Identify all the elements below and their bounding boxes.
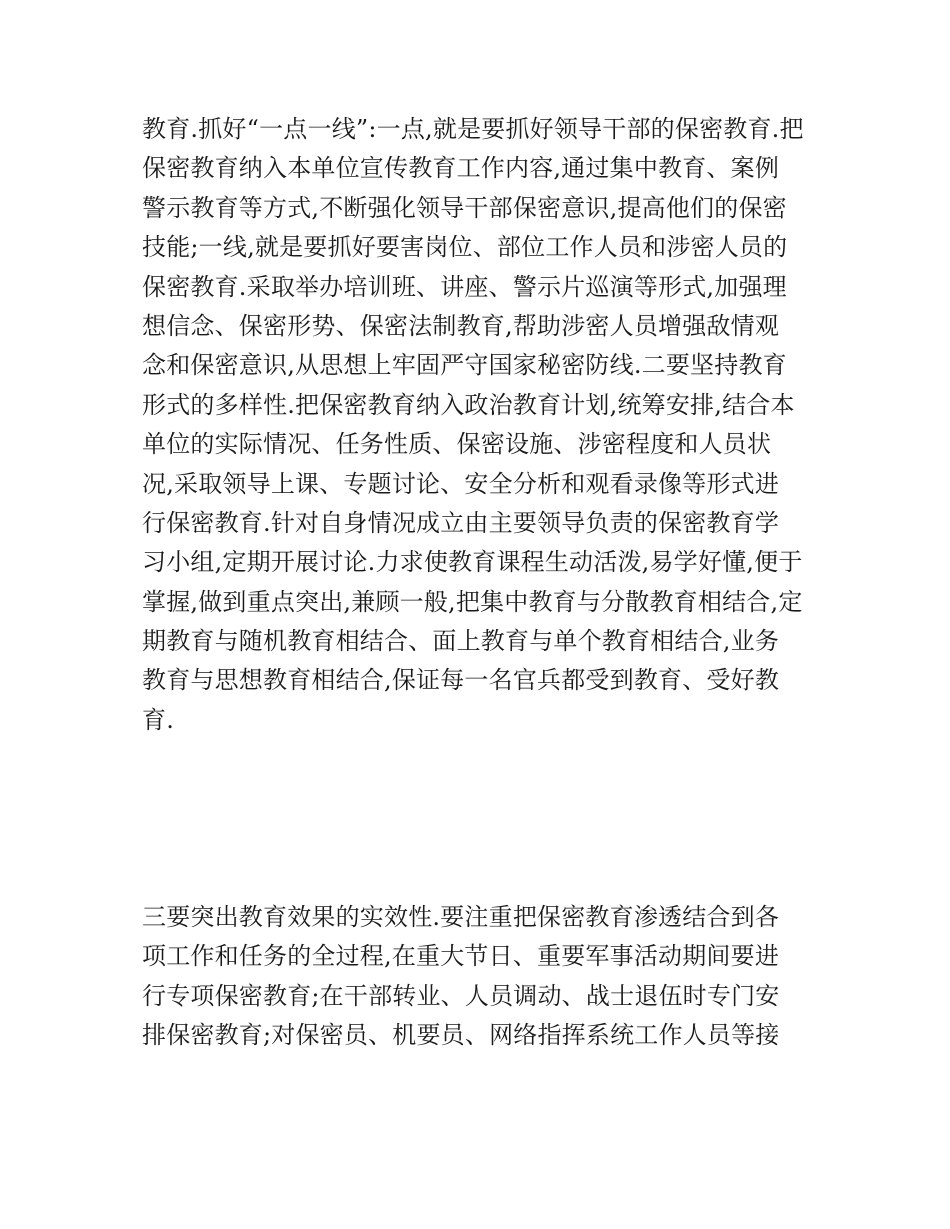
- text-line: 期教育与随机教育相结合、面上教育与单个教育相结合,业务: [142, 627, 780, 656]
- text-line: 行保密教育.针对自身情况成立由主要领导负责的保密教育学: [142, 508, 780, 537]
- text-line: 教育与思想教育相结合,保证每一名官兵都受到教育、受好教: [142, 666, 780, 695]
- text-line: 保密教育.采取举办培训班、讲座、警示片巡演等形式,加强理: [142, 272, 787, 301]
- text-line: 三要突出教育效果的实效性.要注重把保密教育渗透结合到各: [142, 903, 780, 931]
- text-line: 形式的多样性.把保密教育纳入政治教育计划,统筹安排,结合本: [142, 390, 795, 419]
- text-line: 育.: [142, 705, 175, 734]
- paragraph-education-effectiveness: [142, 898, 822, 1056]
- text-line: 项工作和任务的全过程,在重大节日、重要军事活动期间要进: [142, 942, 780, 971]
- text-line: 技能;一线,就是要抓好要害岗位、部位工作人员和涉密人员的: [142, 233, 788, 262]
- text-line: 念和保密意识,从思想上牢固严守国家秘密防线.二要坚持教育: [142, 351, 787, 380]
- text-line: 排保密教育;对保密员、机要员、网络指挥系统工作人员等接: [142, 1021, 780, 1050]
- text-line: 况,采取领导上课、专题讨论、安全分析和观看录像等形式进: [142, 469, 780, 498]
- text-line: 警示教育等方式,不断强化领导干部保密意识,提高他们的保密: [142, 193, 787, 222]
- paragraph-education-methods: [142, 110, 822, 740]
- text-line: 行专项保密教育;在干部转业、人员调动、战士退伍时专门安: [142, 981, 780, 1010]
- text-line: 想信念、保密形势、保密法制教育,帮助涉密人员增强敌情观: [142, 311, 780, 340]
- text-line: 习小组,定期开展讨论.力求使教育课程生动活泼,易学好懂,便于: [142, 548, 803, 577]
- text-line: 保密教育纳入本单位宣传教育工作内容,通过集中教育、案例: [142, 154, 780, 183]
- text-line: 掌握,做到重点突出,兼顾一般,把集中教育与分散教育相结合,定: [142, 587, 803, 616]
- text-line: 教育.抓好“一点一线”:一点,就是要抓好领导干部的保密教育.把: [142, 115, 804, 143]
- text-line: 单位的实际情况、任务性质、保密设施、涉密程度和人员状: [142, 430, 772, 459]
